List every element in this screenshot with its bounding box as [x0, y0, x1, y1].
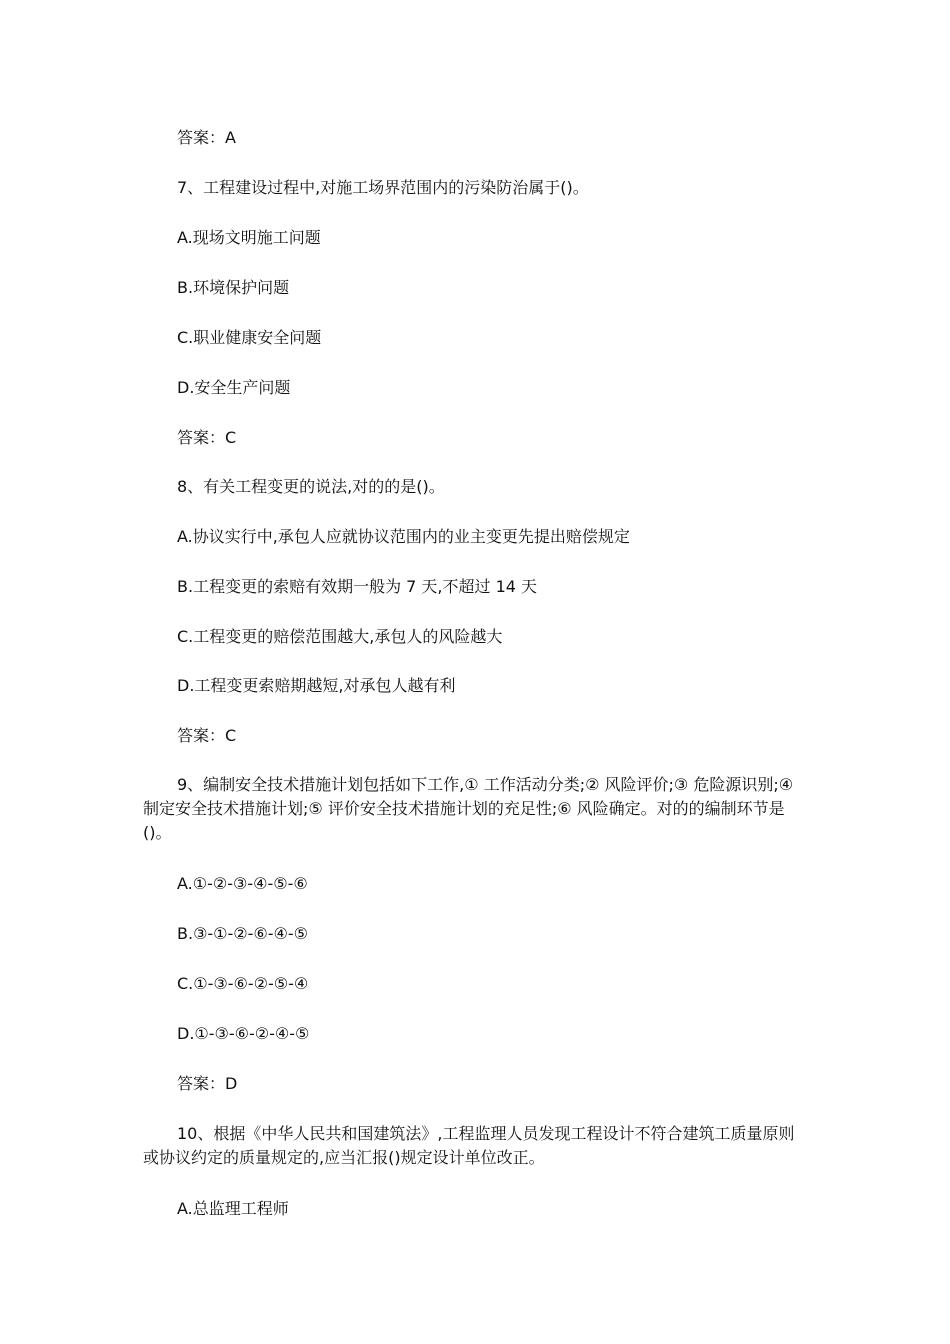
answer-text: 答案：C [177, 726, 237, 745]
question-8: 8、有关工程变更的说法,对的的是()。 [177, 477, 445, 496]
option-d: D.工程变更索赔期越短,对承包人越有利 [177, 676, 456, 695]
question-7: 7、工程建设过程中,对施工场界范围内的污染防治属于()。 [177, 178, 589, 197]
option-c: C.职业健康安全问题 [177, 328, 322, 347]
option-a: A.①-②-③-④-⑤-⑥ [177, 874, 308, 893]
option-c: C.①-③-⑥-②-⑤-④ [177, 974, 309, 993]
answer-text: 答案：C [177, 428, 237, 447]
option-d: D.①-③-⑥-②-④-⑤ [177, 1024, 310, 1043]
option-c: C.工程变更的赔偿范围越大,承包人的风险越大 [177, 627, 503, 646]
question-9: 9、编制安全技术措施计划包括如下工作,① 工作活动分类;② 风险评价;③ 危险源识别;④ 制定安全技术措施计划;⑤ 评价安全技术措施计划的充足性;⑥ 风险确定。对的的编制环节是()。 [143, 775, 794, 842]
question-10: 10、根据《中华人民共和国建筑法》,工程监理人员发现工程设计不符合建筑工质量原则或协议约定的质量规定的,应当汇报()规定设计单位改正。 [143, 1124, 795, 1167]
option-b: B.工程变更的索赔有效期一般为 7 天,不超过 14 天 [177, 577, 538, 596]
option-a: A.现场文明施工问题 [177, 228, 321, 247]
option-b: B.环境保护问题 [177, 278, 290, 297]
option-b: B.③-①-②-⑥-④-⑤ [177, 924, 308, 943]
option-a: A.协议实行中,承包人应就协议范围内的业主变更先提出赔偿规定 [177, 527, 630, 546]
option-a: A.总监理工程师 [177, 1199, 289, 1218]
option-d: D.安全生产问题 [177, 378, 291, 397]
answer-text: 答案：D [177, 1074, 238, 1093]
answer-text: 答案：A [177, 128, 236, 147]
